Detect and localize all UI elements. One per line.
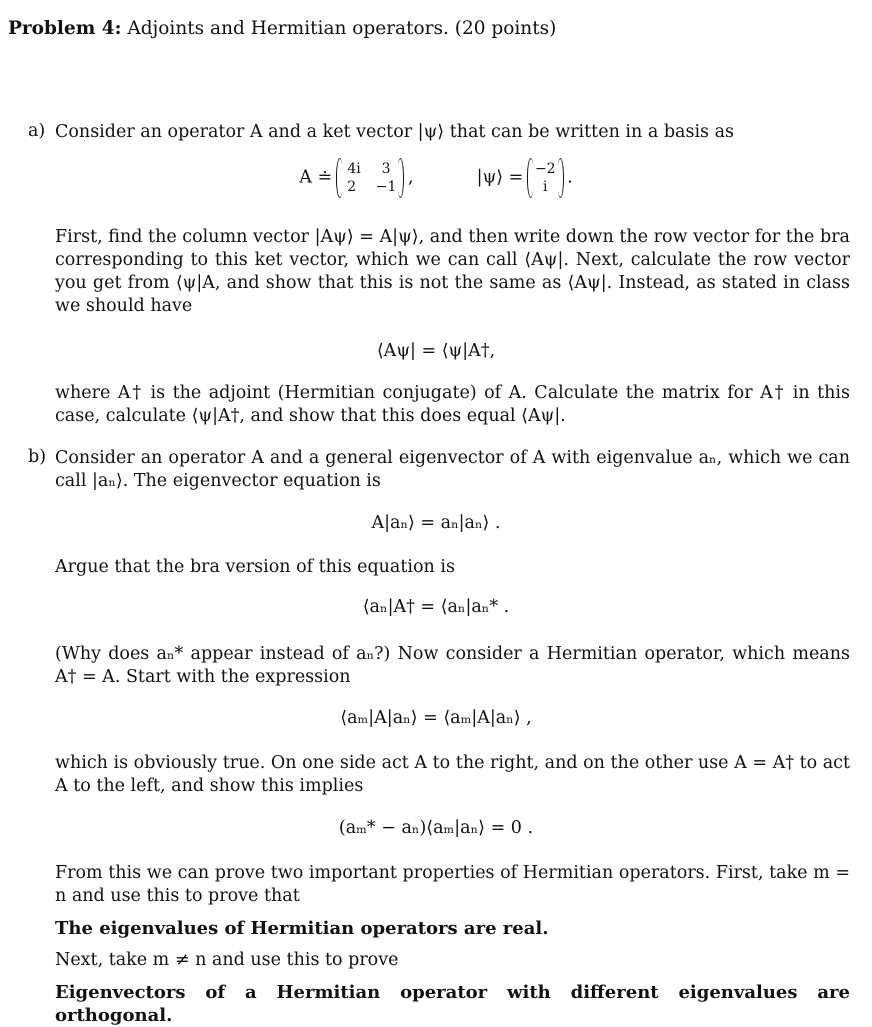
vector-cell: −2 xyxy=(534,161,556,177)
part-b-equation-4: (aₘ* − aₙ)⟨aₘ|aₙ⟩ = 0 . xyxy=(338,818,534,838)
part-a-equation-2: ⟨Aψ| = ⟨ψ|A†, xyxy=(376,341,496,361)
vector-cell: i xyxy=(543,179,548,195)
part-a-label: a) xyxy=(28,121,46,141)
part-a-paragraph-3: where A† is the adjoint (Hermitian conjugate) of A. Calculate the matrix for A† in this case, calculate ⟨ψ|A†, and show that this does equal ⟨Aψ|. xyxy=(55,383,850,426)
part-b-equation-3: ⟨aₘ|A|aₙ⟩ = ⟨aₘ|A|aₙ⟩ , xyxy=(340,708,532,728)
matrix-cell: 4i xyxy=(347,161,361,177)
part-a-matrix-equation xyxy=(0,160,872,196)
problem-number: Problem 4: xyxy=(8,18,122,39)
part-b-equation-1: A|aₙ⟩ = aₙ|aₙ⟩ . xyxy=(371,513,501,533)
ket-lhs: |ψ⟩ = xyxy=(476,167,524,188)
matrix-cell: 3 xyxy=(381,161,391,177)
part-b-statement-1: The eigenvalues of Hermitian operators are real. xyxy=(55,918,549,939)
part-b-paragraph-3: (Why does aₙ* appear instead of aₙ?) Now consider a Hermitian operator, which means A† = A. Start with the expression xyxy=(55,644,850,687)
operator-lhs: A ≐ xyxy=(299,167,333,188)
problem-title xyxy=(8,18,556,39)
equation-separator: , xyxy=(407,167,414,188)
part-a-intro: Consider an operator A and a ket vector |ψ⟩ that can be written in a basis as xyxy=(55,122,735,142)
part-b-statement-2: Eigenvectors of a Hermitian operator with different eigenvalues are orthogonal. xyxy=(55,982,850,1026)
equation-end: . xyxy=(567,167,573,188)
part-b-paragraph-5: From this we can prove two important properties of Hermitian operators. First, take m = n and use this to prove that xyxy=(55,863,850,906)
operator-matrix xyxy=(338,160,403,196)
part-b-paragraph-6: Next, take m ≠ n and use this to prove xyxy=(55,950,399,970)
part-b-paragraph-4: which is obviously true. On one side act A to the right, and on the other use A = A† to act A to the left, and show this implies xyxy=(55,753,850,796)
part-b-equation-2: ⟨aₙ|A† = ⟨aₙ|aₙ* . xyxy=(362,597,510,617)
matrix-cell: −1 xyxy=(375,179,397,195)
part-b-label: b) xyxy=(28,447,47,467)
problem-heading: Adjoints and Hermitian operators. (20 points) xyxy=(127,18,557,39)
part-b-paragraph-1: Consider an operator A and a general eigenvector of A with eigenvalue aₙ, which we can call |aₙ⟩. The eigenvector equation is xyxy=(55,448,850,491)
ket-vector xyxy=(529,160,562,196)
part-b-paragraph-2: Argue that the bra version of this equation is xyxy=(55,557,455,577)
matrix-cell: 2 xyxy=(347,179,357,195)
part-a-paragraph-2: First, find the column vector |Aψ⟩ = A|ψ⟩, and then write down the row vector for the bra corresponding to this ket vector, which we can call ⟨Aψ|. Next, calculate the row vector you get from ⟨ψ|A, and show that this is not the same as ⟨Aψ|. Instead, as stated in class we should have xyxy=(55,227,850,316)
